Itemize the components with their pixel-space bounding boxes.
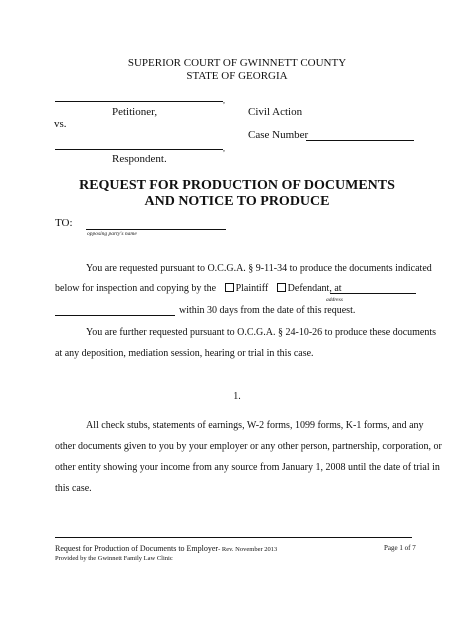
defendant-checkbox[interactable]: [277, 283, 286, 292]
respondent-label: Respondent.: [112, 153, 167, 165]
petitioner-label: Petitioner,: [112, 106, 158, 118]
address-field[interactable]: [330, 293, 416, 294]
opposing-party-caption: opposing party's name: [87, 231, 137, 237]
respondent-name-field[interactable]: [55, 149, 223, 150]
footer-divider: [55, 537, 412, 538]
comma-mark: ,: [223, 96, 225, 105]
petitioner-name-field[interactable]: [55, 101, 223, 102]
plaintiff-checkbox[interactable]: [225, 283, 234, 292]
footer-form-title: Request for Production of Documents to Employer: [55, 544, 219, 553]
item-1-line-2: other documents given to you by your employer or any other person, partnership, corporation, or: [55, 441, 442, 452]
item-1-line-4: this case.: [55, 483, 92, 494]
civil-action-label: Civil Action: [248, 106, 303, 118]
plaintiff-label: Plaintiff: [235, 283, 269, 294]
paragraph-1-line-3: within 30 days from the date of this request.: [179, 305, 356, 316]
paragraph-1-line-1: You are requested pursuant to O.C.G.A. § 9-11-34 to produce the documents indicated: [86, 263, 432, 274]
opposing-party-field[interactable]: [86, 229, 226, 230]
footer-revision: - Rev. November 2013: [218, 546, 278, 553]
defendant-label: Defendant, at: [287, 283, 342, 294]
comma-mark-2: ,: [223, 144, 225, 153]
footer-provided-by: Provided by the Gwinnett Family Law Clinic: [55, 555, 173, 562]
item-1-line-1: All check stubs, statements of earnings, W-2 forms, 1099 forms, K-1 forms, and any: [86, 420, 424, 431]
paragraph-2-line-1: You are further requested pursuant to O.C.G.A. § 24-10-26 to produce these documents: [86, 327, 437, 338]
paragraph-2-line-2: at any deposition, mediation session, hearing or trial in this case.: [55, 348, 314, 359]
footer-title-line: [55, 544, 277, 553]
to-label: TO:: [55, 217, 73, 229]
address-field-continued[interactable]: [55, 315, 175, 316]
item-number: 1.: [233, 391, 241, 402]
paragraph-1-line-2-prefix: below for inspection and copying by the: [55, 283, 217, 294]
address-caption: address: [326, 297, 343, 303]
footer-page-number: Page 1 of 7: [384, 544, 416, 552]
document-title-line1: REQUEST FOR PRODUCTION OF DOCUMENTS: [79, 178, 395, 193]
document-title-line2: AND NOTICE TO PRODUCE: [144, 194, 330, 209]
versus-label: vs.: [54, 118, 67, 130]
case-number-label: Case Number: [248, 129, 309, 141]
paragraph-1-line-2: [55, 283, 342, 294]
court-name: SUPERIOR COURT OF GWINNETT COUNTY: [127, 57, 347, 69]
case-number-field[interactable]: [306, 140, 414, 141]
item-1-line-3: other entity showing your income from any source from January 1, 2008 until the date of trial in: [55, 462, 440, 473]
court-state: STATE OF GEORGIA: [186, 70, 288, 82]
